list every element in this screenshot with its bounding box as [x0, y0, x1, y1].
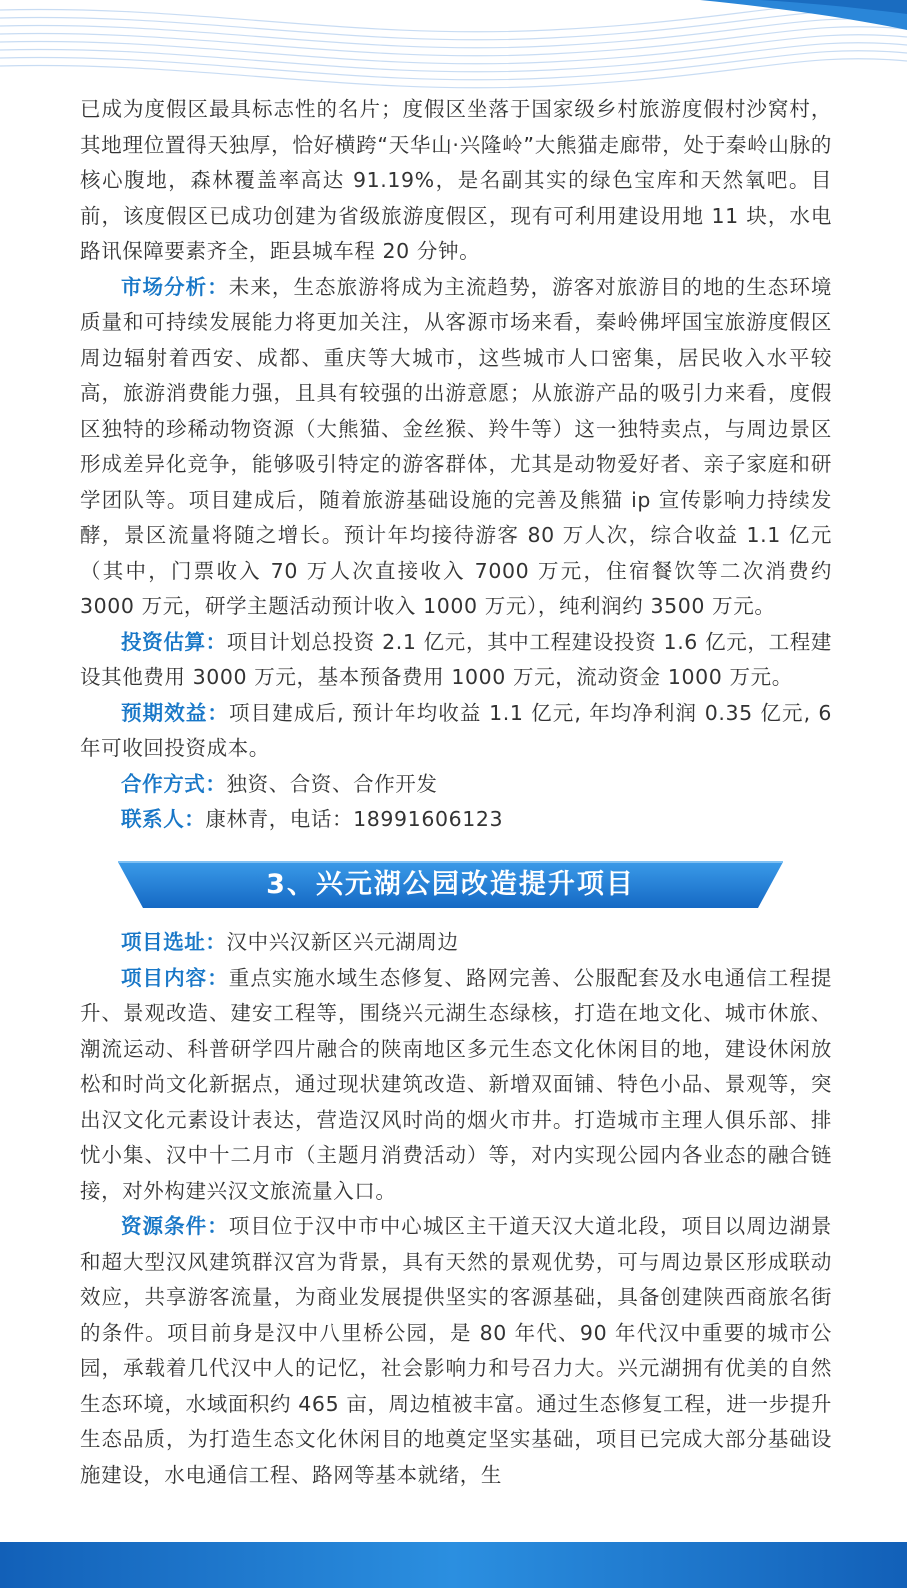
- benefit-text: 项目建成后, 预计年均收益 1.1 亿元, 年均净利润 0.35 亿元, 6 年可收回投资成本。: [80, 700, 832, 760]
- benefit-paragraph: [80, 696, 832, 767]
- section-3-header: [118, 860, 783, 910]
- section-2-continued: [80, 92, 832, 838]
- contact-text: 康林青，电话：18991606123: [205, 807, 504, 831]
- content-label: 项目内容：: [121, 965, 229, 990]
- market-analysis-text: 未来，生态旅游将成为主流趋势，游客对旅游目的地的生态环境质量和可持续发展能力将更加关注，从客源市场来看，秦岭佛坪国宝旅游度假区周边辐射着西安、成都、重庆等大城市，这些城市人口密集，居民收入水平较高，旅游消费能力强，且具有较强的出游意愿；从旅游产品的吸引力来看，度假区独特的珍稀动物资源（大熊猫、金丝猴、羚牛等）这一独特卖点，与周边景区形成差异化竞争，能够吸引特定的游客群体，尤其是动物爱好者、亲子家庭和研学团队等。项目建成后，随着旅游基础设施的完善及熊猫 ip 宣传影响力持续发酵，景区流量将随之增长。预计年均接待游客 80 万人次，综合收益 1.1 亿元（其中，门票收入 70 万人次直接收入 7000 万元，住宿餐饮等二次消费约 3000 万元，研学主题活动预计收入 1000 万元），纯利润约 3500 万元。: [80, 274, 832, 618]
- contact-label: 联系人：: [121, 807, 206, 831]
- content-paragraph: [80, 961, 832, 1210]
- resources-label: 资源条件：: [121, 1214, 229, 1238]
- section-3-body: [80, 925, 832, 1493]
- investment-text: 项目计划总投资 2.1 亿元，其中工程建设投资 1.6 亿元，工程建设其他费用 3000 万元，基本预备费用 1000 万元，流动资金 1000 万元。: [80, 629, 833, 689]
- cooperation-label: 合作方式：: [121, 771, 227, 796]
- investment-label: 投资估算：: [121, 629, 227, 654]
- benefit-label: 预期效益：: [121, 700, 230, 725]
- cooperation-paragraph: [80, 767, 832, 803]
- resources-paragraph: [80, 1209, 832, 1493]
- site-label: 项目选址：: [121, 930, 227, 954]
- resources-text: 项目位于汉中市中心城区主干道天汉大道北段，项目以周边湖景和超大型汉风建筑群汉宫为背景，具有天然的景观优势，可与周边景区形成联动效应，共享游客流量，为商业发展提供坚实的客源基础，具备创建陕西商旅名街的条件。项目前身是汉中八里桥公园，是 80 年代、90 年代汉中重要的城市公园，承载着几代汉中人的记忆，社会影响力和号召力大。兴元湖拥有优美的自然生态环境，水域面积约 465 亩，周边植被丰富。通过生态修复工程，进一步提升生态品质，为打造生态文化休闲目的地奠定坚实基础，项目已完成大部分基础设施建设，水电通信工程、路网等基本就绪，生: [80, 1214, 832, 1487]
- site-paragraph: [80, 925, 832, 961]
- market-analysis-paragraph: [80, 270, 832, 625]
- investment-paragraph: [80, 625, 832, 696]
- site-text: 汉中兴汉新区兴元湖周边: [226, 930, 459, 954]
- section-title: 3、兴元湖公园改造提升项目: [266, 869, 635, 900]
- bottom-decoration-strip: [0, 1542, 907, 1588]
- top-wave-decoration: [0, 0, 907, 95]
- intro-paragraph: 已成为度假区最具标志性的名片；度假区坐落于国家级乡村旅游度假村沙窝村，其地理位置得天独厚，恰好横跨“天华山·兴隆岭”大熊猫走廊带，处于秦岭山脉的核心腹地，森林覆盖率高达 91.19%，是名副其实的绿色宝库和天然氧吧。目前，该度假区已成功创建为省级旅游度假区，现有可利用建设用地 11 块，水电路讯保障要素齐全，距县城车程 20 分钟。: [80, 97, 832, 263]
- cooperation-text: 独资、合资、合作开发: [226, 771, 438, 796]
- contact-paragraph: [80, 802, 832, 838]
- content-text: 重点实施水域生态修复、路网完善、公服配套及水电通信工程提升、景观改造、建安工程等，围绕兴元湖生态绿核，打造在地文化、城市休旅、潮流运动、科普研学四片融合的陕南地区多元生态文化休闲目的地，建设休闲放松和时尚文化新据点，通过现状建筑改造、新增双面铺、特色小品、景观等，突出汉文化元素设计表达，营造汉风时尚的烟火市井。打造城市主理人俱乐部、排忧小集、汉中十二月市（主题月消费活动）等，对内实现公园内各业态的融合链接，对外构建兴汉文旅流量入口。: [80, 965, 832, 1203]
- market-analysis-label: 市场分析：: [121, 274, 229, 299]
